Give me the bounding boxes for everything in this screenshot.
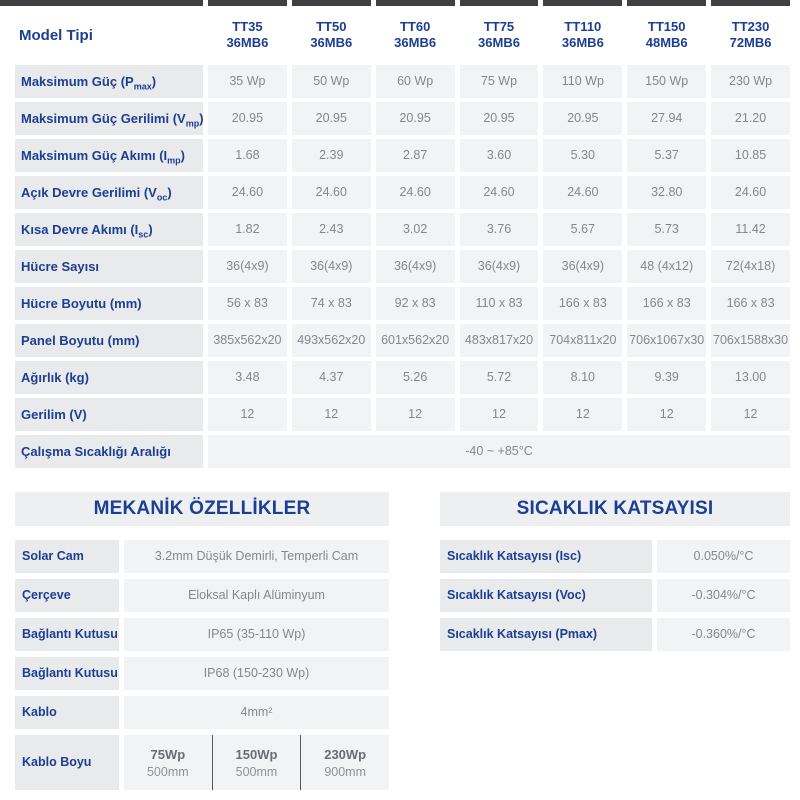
spec-cell: 27.94	[627, 102, 706, 135]
spec-cell: 24.60	[208, 176, 287, 209]
spec-cell: 21.20	[711, 102, 790, 135]
spec-cell: 48 (4x12)	[627, 250, 706, 283]
model-series: 48MB6	[645, 35, 688, 50]
spec-cell: 166 x 83	[711, 287, 790, 320]
strip-segment	[376, 0, 455, 6]
spec-cell: 2.43	[292, 213, 371, 246]
spec-cell: 13.00	[711, 361, 790, 394]
temp-row-isc	[440, 540, 790, 573]
spec-cell: 11.42	[711, 213, 790, 246]
cable-power: 150Wp	[235, 746, 278, 762]
spec-cell: 60 Wp	[376, 65, 455, 98]
row-label-voltage	[15, 398, 203, 431]
row-label-isc	[15, 213, 203, 246]
model-series: 36MB6	[226, 35, 269, 50]
temperature-section	[440, 492, 790, 790]
strip-segment	[208, 0, 287, 6]
model-series: 72MB6	[729, 35, 772, 50]
spec-cell: 1.68	[208, 139, 287, 172]
label-text: )	[167, 185, 172, 200]
mech-value: 4mm²	[124, 696, 389, 729]
spec-cell: 10.85	[711, 139, 790, 172]
spec-cell: 4.37	[292, 361, 371, 394]
spec-cell: 24.60	[460, 176, 539, 209]
model-header-tt150	[627, 9, 706, 61]
cable-col-150wp	[212, 735, 301, 790]
spec-cell: 24.60	[711, 176, 790, 209]
spec-cell: 5.37	[627, 139, 706, 172]
mech-row-junction-box-1	[15, 618, 389, 651]
spec-cell: 50 Wp	[292, 65, 371, 98]
mechanical-title: MEKANİK ÖZELLİKLER	[15, 492, 389, 526]
spec-cell: 166 x 83	[627, 287, 706, 320]
cable-col-230wp	[300, 735, 389, 790]
spec-cell: 75 Wp	[460, 65, 539, 98]
spec-cell: 230 Wp	[711, 65, 790, 98]
row-label-imp	[15, 139, 203, 172]
strip-segment	[0, 0, 203, 6]
model-type-header: Model Tipi	[19, 26, 93, 44]
temp-value: -0.360%/°C	[657, 618, 790, 651]
spec-cell: 483x817x20	[460, 324, 539, 357]
model-series: 36MB6	[561, 35, 604, 50]
spec-cell: 706x1067x30	[627, 324, 706, 357]
model-name: TT230	[731, 18, 770, 34]
label-subscript: sc	[138, 229, 149, 240]
model-header-tt110	[543, 9, 622, 61]
spec-cell: 385x562x20	[208, 324, 287, 357]
temp-row-pmax	[440, 618, 790, 651]
row-label-panel-size	[15, 324, 203, 357]
spec-cell: 601x562x20	[376, 324, 455, 357]
spec-cell: 3.76	[460, 213, 539, 246]
model-series: 36MB6	[394, 35, 437, 50]
spec-cell: 706x1588x30	[711, 324, 790, 357]
spec-cell: 20.95	[208, 102, 287, 135]
model-header-tt60	[376, 9, 455, 61]
strip-segment	[292, 0, 371, 6]
spec-cell: 12	[711, 398, 790, 431]
spec-cell: 12	[627, 398, 706, 431]
row-label-voc	[15, 176, 203, 209]
label-text: Ağırlık (kg)	[21, 370, 89, 385]
mech-label: Kablo Boyu	[15, 735, 119, 790]
mechanical-section	[15, 492, 389, 790]
top-crop-strip	[0, 0, 800, 6]
temp-label: Sıcaklık Katsayısı (Isc)	[440, 540, 652, 573]
model-header-tt35	[208, 9, 287, 61]
spec-cell: 150 Wp	[627, 65, 706, 98]
mech-label: Solar Cam	[15, 540, 119, 573]
temp-row-voc	[440, 579, 790, 612]
model-name: TT35	[232, 18, 263, 34]
mech-row-frame	[15, 579, 389, 612]
mech-value: IP65 (35-110 Wp)	[124, 618, 389, 651]
spec-cell: 2.87	[376, 139, 455, 172]
model-header-tt75	[460, 9, 539, 61]
operating-temp-value: -40 ~ +85°C	[208, 435, 790, 468]
mech-row-cable-length	[15, 735, 389, 790]
model-name: TT75	[483, 18, 515, 34]
row-label-cell-count	[15, 250, 203, 283]
spec-cell: 5.67	[543, 213, 622, 246]
spec-cell: 20.95	[543, 102, 622, 135]
spec-cell: 9.39	[627, 361, 706, 394]
model-series: 36MB6	[478, 35, 520, 50]
mech-row-cable	[15, 696, 389, 729]
spec-cell: 74 x 83	[292, 287, 371, 320]
label-text: Maksimum Güç Gerilimi (V	[21, 111, 186, 126]
strip-segment	[460, 0, 539, 6]
spec-cell: 24.60	[543, 176, 622, 209]
mech-value: Eloksal Kaplı Alüminyum	[124, 579, 389, 612]
label-text: )	[148, 222, 153, 237]
spec-cell: 92 x 83	[376, 287, 455, 320]
spec-cell: 5.72	[460, 361, 539, 394]
label-subscript: oc	[156, 192, 168, 203]
spec-cell: 3.48	[208, 361, 287, 394]
spec-cell: 24.60	[292, 176, 371, 209]
spec-cell: 166 x 83	[543, 287, 622, 320]
model-spec-table	[0, 6, 800, 468]
temp-label: Sıcaklık Katsayısı (Voc)	[440, 579, 652, 612]
mech-row-junction-box-2	[15, 657, 389, 690]
row-label-pmax	[15, 65, 203, 98]
spec-cell: 20.95	[460, 102, 539, 135]
spec-cell: 35 Wp	[208, 65, 287, 98]
spec-cell: 12	[208, 398, 287, 431]
spec-cell: 5.26	[376, 361, 455, 394]
temp-value: -0.304%/°C	[657, 579, 790, 612]
cable-length-values	[124, 735, 389, 790]
label-text: Hücre Boyutu (mm)	[21, 296, 142, 311]
spec-cell: 3.60	[460, 139, 539, 172]
spec-cell: 12	[460, 398, 539, 431]
temp-label: Sıcaklık Katsayısı (Pmax)	[440, 618, 652, 651]
spec-cell: 493x562x20	[292, 324, 371, 357]
spec-cell: 36(4x9)	[460, 250, 539, 283]
cable-power: 230Wp	[324, 746, 367, 762]
spec-cell: 20.95	[376, 102, 455, 135]
cable-length: 900mm	[324, 764, 367, 779]
mech-label: Bağlantı Kutusu	[15, 657, 119, 690]
spec-cell: 1.82	[208, 213, 287, 246]
row-label-cell-size	[15, 287, 203, 320]
mech-value: 3.2mm Düşük Demirli, Temperli Cam	[124, 540, 389, 573]
mech-value: IP68 (150-230 Wp)	[124, 657, 389, 690]
model-header-tt230	[711, 9, 790, 61]
model-header-tt50	[292, 9, 371, 61]
label-subscript: mp	[185, 118, 200, 129]
spec-cell: 20.95	[292, 102, 371, 135]
spec-cell: 32.80	[627, 176, 706, 209]
model-name: TT50	[316, 18, 347, 34]
mech-label: Bağlantı Kutusu	[15, 618, 119, 651]
model-name: TT110	[564, 18, 602, 34]
cable-power: 75Wp	[150, 746, 186, 762]
row-label-weight	[15, 361, 203, 394]
spec-cell: 36(4x9)	[543, 250, 622, 283]
cable-length: 500mm	[235, 764, 278, 779]
spec-cell: 12	[543, 398, 622, 431]
bottom-sections	[0, 468, 800, 790]
spec-cell: 5.73	[627, 213, 706, 246]
spec-cell: 12	[292, 398, 371, 431]
spec-cell: 36(4x9)	[376, 250, 455, 283]
cable-col-75wp	[124, 735, 212, 790]
cable-length: 500mm	[146, 764, 189, 779]
temperature-title: SICAKLIK KATSAYISI	[440, 492, 790, 526]
label-text: )	[180, 148, 186, 163]
strip-segment	[627, 0, 706, 6]
strip-segment	[711, 0, 790, 6]
label-text: )	[199, 111, 204, 126]
label-text: Açık Devre Gerilimi (V	[21, 185, 157, 200]
spec-cell: 2.39	[292, 139, 371, 172]
spec-cell: 5.30	[543, 139, 622, 172]
model-name: TT150	[647, 18, 686, 34]
mech-label: Kablo	[15, 696, 119, 729]
row-label-operating-temp: Çalışma Sıcaklığı Aralığı	[15, 435, 203, 468]
label-text: )	[151, 74, 157, 89]
spec-cell: 8.10	[543, 361, 622, 394]
label-subscript: mp	[167, 155, 181, 166]
row-label-vmp	[15, 102, 203, 135]
model-name: TT60	[399, 18, 431, 34]
label-text: Kısa Devre Akımı (I	[21, 222, 139, 237]
spec-cell: 24.60	[376, 176, 455, 209]
spec-cell: 3.02	[376, 213, 455, 246]
spec-cell: 110 x 83	[460, 287, 539, 320]
spec-cell: 12	[376, 398, 455, 431]
label-text: Hücre Sayısı	[21, 259, 100, 274]
label-text: Maksimum Güç (P	[21, 74, 134, 89]
spec-cell: 72(4x18)	[711, 250, 790, 283]
spec-cell: 36(4x9)	[208, 250, 287, 283]
mech-label: Çerçeve	[15, 579, 119, 612]
temp-value: 0.050%/°C	[657, 540, 790, 573]
label-text: Maksimum Güç Akımı (I	[21, 148, 168, 163]
spec-cell: 56 x 83	[208, 287, 287, 320]
label-text: Gerilim (V)	[21, 407, 87, 422]
strip-segment	[543, 0, 622, 6]
mech-row-solar-glass	[15, 540, 389, 573]
spec-cell: 36(4x9)	[292, 250, 371, 283]
label-text: Panel Boyutu (mm)	[21, 333, 140, 348]
spec-cell: 704x811x20	[543, 324, 622, 357]
model-series: 36MB6	[310, 35, 353, 50]
spec-cell: 110 Wp	[543, 65, 622, 98]
label-subscript: max	[133, 81, 152, 92]
